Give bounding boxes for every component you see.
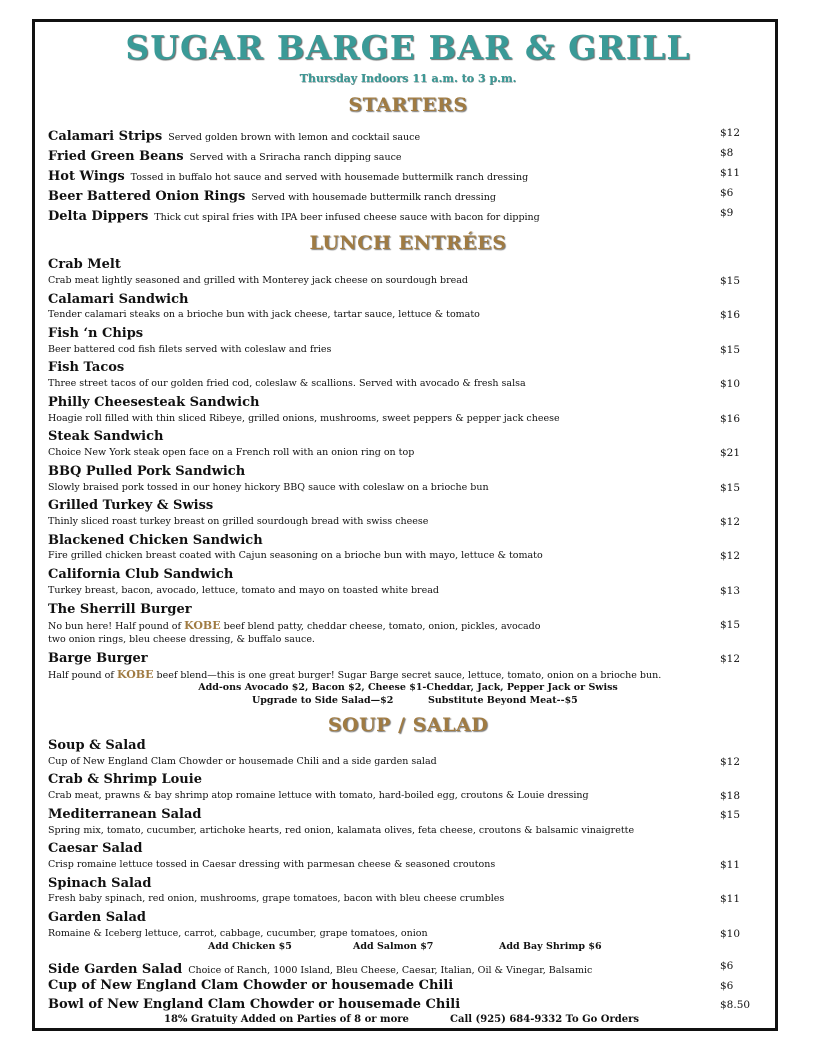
item-name: Delta Dippers	[48, 209, 149, 224]
item-desc: Thick cut spiral fries with IPA beer infused cheese sauce with bacon for dipping	[154, 212, 540, 223]
item-price: $10	[720, 378, 741, 390]
hours-subtitle: Thursday Indoors 11 a.m. to 3 p.m.	[299, 72, 517, 85]
item-desc: Beer battered cod fish filets served with coleslaw and fries	[48, 344, 332, 355]
item-price: $11	[720, 893, 741, 905]
item-desc: Choice of Ranch, 1000 Island, Bleu Cheese, Caesar, Italian, Oil & Vinegar, Balsamic	[188, 965, 593, 976]
item-name: Caesar Salad	[48, 841, 143, 856]
item-desc: Spring mix, tomato, cucumber, artichoke hearts, red onion, kalamata olives, feta cheese, croutons & balsamic vinaigrette	[48, 825, 635, 836]
item-desc: Fire grilled chicken breast coated with Cajun seasoning on a brioche bun with mayo, lettuce & tomato	[48, 550, 543, 561]
item-name: California Club Sandwich	[48, 567, 234, 582]
item-desc: Hoagie roll filled with thin sliced Ribeye, grilled onions, mushrooms, sweet peppers & pepper jack cheese	[48, 413, 560, 424]
item-price: $9	[720, 207, 734, 219]
item-name: Side Garden Salad	[48, 962, 183, 977]
item-name: Hot Wings	[48, 169, 125, 184]
item-price: $12	[720, 756, 741, 768]
add-salmon: Add Salmon $7	[353, 941, 434, 952]
side-garden-salad	[48, 958, 768, 977]
item-name: Blackened Chicken Sandwich	[48, 533, 263, 548]
item-desc	[48, 668, 661, 681]
item-price: $8.50	[720, 999, 751, 1011]
item-price: $6	[720, 980, 734, 992]
item-price: $15	[720, 275, 741, 287]
item-name: BBQ Pulled Pork Sandwich	[48, 464, 246, 479]
item-name: Grilled Turkey & Swiss	[48, 498, 214, 513]
item-price: $11	[720, 167, 741, 179]
kobe-highlight: KOBE	[116, 668, 154, 681]
item-desc: Served golden brown with lemon and cocktail sauce	[168, 132, 421, 143]
item-desc: Turkey breast, bacon, avocado, lettuce, tomato and mayo on toasted white bread	[48, 585, 439, 596]
item-name: Spinach Salad	[48, 876, 152, 891]
kobe-highlight: KOBE	[184, 619, 221, 632]
item-price: $12	[720, 127, 741, 139]
item-desc: Cup of New England Clam Chowder or housemade Chili and a side garden salad	[48, 756, 437, 767]
side-salad-upgrade: Upgrade to Side Salad—$2	[252, 695, 394, 706]
item-name: Fish ‘n Chips	[48, 326, 144, 341]
item-desc: Slowly braised pork tossed in our honey hickory BBQ sauce with coleslaw on a brioche bun	[48, 482, 489, 493]
item-price: $13	[720, 585, 741, 597]
item-name: Beer Battered Onion Rings	[48, 189, 246, 204]
item-price: $12	[720, 550, 741, 562]
starter-item	[48, 165, 768, 184]
item-name: The Sherrill Burger	[48, 602, 192, 617]
burger-addons: Add-ons Avocado $2, Bacon $2, Cheese $1-Cheddar, Jack, Pepper Jack or Swiss	[198, 682, 618, 693]
item-name: Crab & Shrimp Louie	[48, 772, 202, 787]
item-desc: Served with housemade buttermilk ranch dressing	[251, 192, 496, 203]
item-name: Barge Burger	[48, 651, 148, 666]
desc-part: Half pound of	[48, 670, 114, 681]
item-name: Cup of New England Clam Chowder or housemade Chili	[48, 978, 454, 993]
desc-part: beef blend—this is one great burger! Sugar Barge secret sauce, lettuce, tomato, onion on a brioche bun.	[156, 670, 662, 681]
item-desc: Served with a Sriracha ranch dipping sauce	[189, 152, 402, 163]
desc-part: No bun here! Half pound of	[48, 621, 182, 632]
item-desc: Tender calamari steaks on a brioche bun with jack cheese, tartar sauce, lettuce & tomato	[48, 309, 480, 320]
beyond-meat-sub: Substitute Beyond Meat--$5	[428, 695, 578, 706]
item-price: $15	[720, 809, 741, 821]
item-desc: Three street tacos of our golden fried cod, coleslaw & scallions. Served with avocado & fresh salsa	[48, 378, 526, 389]
item-name: Bowl of New England Clam Chowder or housemade Chili	[48, 997, 461, 1012]
item-desc: Tossed in buffalo hot sauce and served with housemade buttermilk ranch dressing	[130, 172, 529, 183]
gratuity-note: 18% Gratuity Added on Parties of 8 or more	[164, 1014, 409, 1025]
item-name: Fried Green Beans	[48, 149, 184, 164]
item-name: Garden Salad	[48, 910, 146, 925]
item-desc	[48, 619, 541, 632]
item-desc-cont: two onion rings, bleu cheese dressing, & buffalo sauce.	[48, 634, 315, 645]
item-desc: Crisp romaine lettuce tossed in Caesar dressing with parmesan cheese & seasoned croutons	[48, 859, 496, 870]
item-name: Fish Tacos	[48, 360, 125, 375]
item-name: Calamari Sandwich	[48, 292, 189, 307]
item-desc: Romaine & Iceberg lettuce, carrot, cabbage, cucumber, grape tomatoes, onion	[48, 928, 428, 939]
add-bay-shrimp: Add Bay Shrimp $6	[499, 941, 602, 952]
item-price: $12	[720, 516, 741, 528]
item-desc: Fresh baby spinach, red onion, mushrooms, grape tomatoes, bacon with bleu cheese crumbles	[48, 893, 505, 904]
item-desc: Choice New York steak open face on a French roll with an onion ring on top	[48, 447, 415, 458]
item-price: $18	[720, 790, 741, 802]
restaurant-title: SUGAR BARGE BAR & GRILL	[125, 28, 691, 67]
starter-item	[48, 205, 768, 224]
item-price: $12	[720, 653, 741, 665]
desc-part: beef blend patty, cheddar cheese, tomato, onion, pickles, avocado	[223, 621, 541, 632]
add-chicken: Add Chicken $5	[208, 941, 292, 952]
item-price: $16	[720, 309, 741, 321]
starter-item	[48, 125, 768, 144]
item-name: Soup & Salad	[48, 738, 146, 753]
item-name: Philly Cheesesteak Sandwich	[48, 395, 260, 410]
item-desc: Crab meat lightly seasoned and grilled with Monterey jack cheese on sourdough bread	[48, 275, 468, 286]
item-price: $10	[720, 928, 741, 940]
item-name: Crab Melt	[48, 257, 121, 272]
to-go-phone: Call (925) 684-9332 To Go Orders	[450, 1014, 640, 1025]
item-price: $15	[720, 619, 741, 631]
item-price: $6	[720, 187, 734, 199]
item-price: $8	[720, 147, 734, 159]
soup-salad-heading: SOUP / SALAD	[327, 714, 489, 736]
lunch-heading: LUNCH ENTRÉES	[309, 232, 507, 254]
starter-item	[48, 145, 768, 164]
item-price: $6	[720, 960, 734, 972]
item-price: $15	[720, 482, 741, 494]
item-price: $11	[720, 859, 741, 871]
starter-item	[48, 185, 768, 204]
item-name: Steak Sandwich	[48, 429, 164, 444]
item-desc: Thinly sliced roast turkey breast on grilled sourdough bread with swiss cheese	[48, 516, 429, 527]
item-price: $21	[720, 447, 741, 459]
item-price: $16	[720, 413, 741, 425]
item-name: Calamari Strips	[48, 129, 163, 144]
item-desc: Crab meat, prawns & bay shrimp atop romaine lettuce with tomato, hard-boiled egg, croutons & Louie dressing	[48, 790, 589, 801]
item-price: $15	[720, 344, 741, 356]
starters-heading: STARTERS	[348, 94, 468, 116]
item-name: Mediterranean Salad	[48, 807, 202, 822]
